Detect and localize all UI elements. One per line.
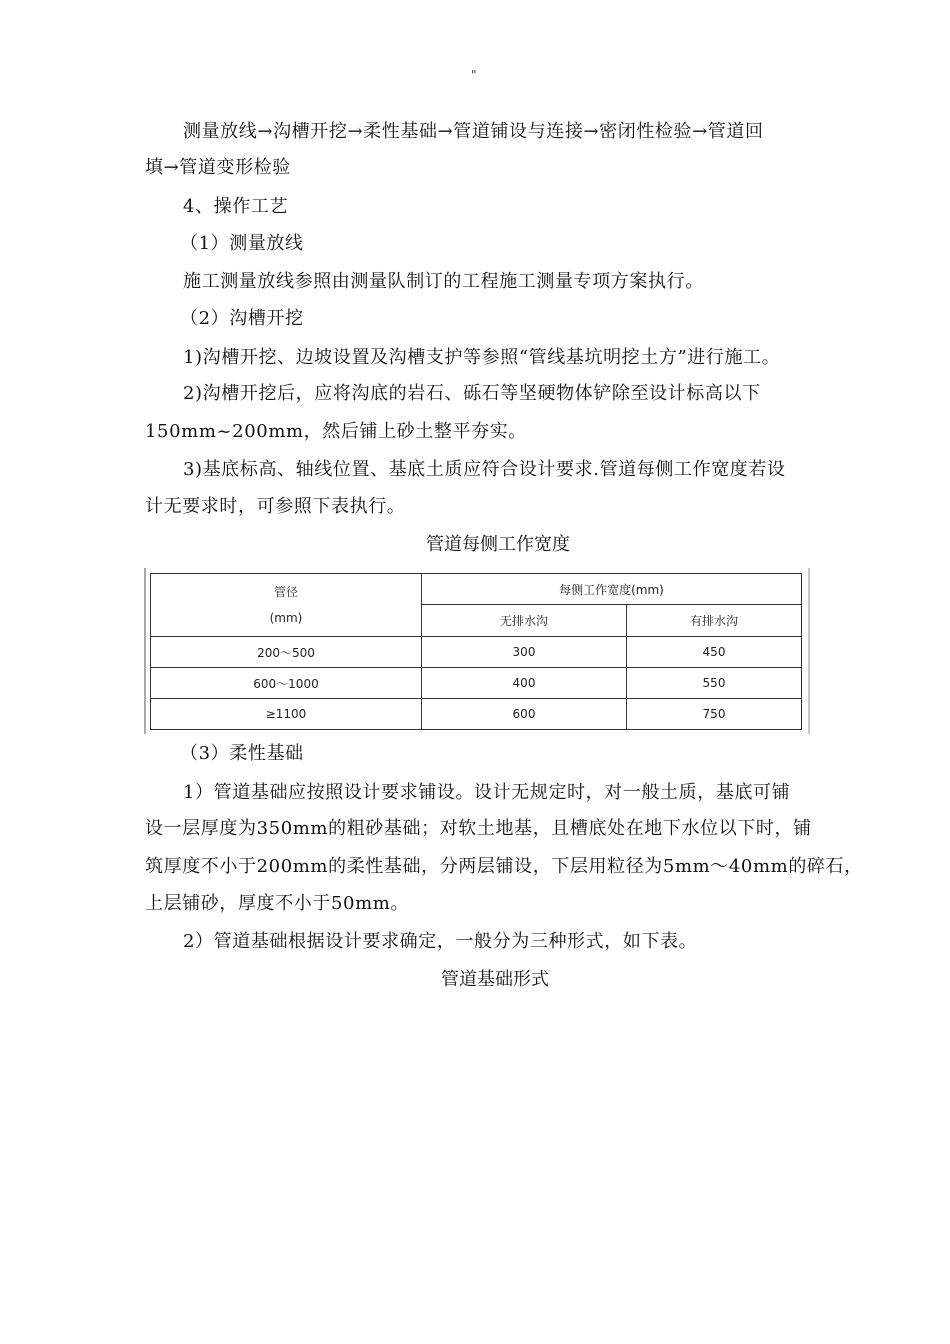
table-row (151, 637, 802, 668)
paragraph-foundation-1-line-1: 1）管道基础应按照设计要求铺设。设计无规定时，对一般土质，基底可铺 (183, 782, 791, 803)
header-with-drain-ditch: 有排水沟 (627, 605, 802, 637)
header-work-width: 每侧工作宽度(mm) (422, 574, 802, 605)
paragraph-trench-2-line-2: 150mm~200mm，然后铺上砂土整平夯实。 (145, 421, 527, 442)
page-mark: " (471, 68, 477, 82)
paragraph-foundation-1-line-3: 筑厚度不小于200mm的柔性基础，分两层铺设，下层用粒径为5mm～40mm的碎石， (145, 856, 863, 877)
subheading-trench: （2）沟槽开挖 (180, 308, 304, 329)
cell-no-drain-width: 400 (422, 668, 627, 699)
section-heading-operation: 4、操作工艺 (183, 196, 289, 217)
subheading-flexible-foundation: （3）柔性基础 (180, 743, 304, 764)
work-width-table-frame (144, 568, 810, 734)
paragraph-foundation-1-line-4: 上层铺砂，厚度不小于50mm。 (145, 893, 410, 914)
cell-pipe-diameter: 600～1000 (151, 668, 422, 699)
paragraph-trench-2-line-1: 2)沟槽开挖后，应将沟底的岩石、砾石等坚硬物体铲除至设计标高以下 (183, 383, 761, 404)
work-width-table (150, 573, 802, 730)
header-pipe-diameter (151, 574, 422, 637)
table-caption-work-width: 管道每侧工作宽度 (426, 534, 570, 555)
paragraph-trench-1: 1)沟槽开挖、边坡设置及沟槽支护等参照“管线基坑明挖土方”进行施工。 (183, 347, 781, 368)
paragraph-survey: 施工测量放线参照由测量队制订的工程施工测量专项方案执行。 (183, 271, 704, 292)
cell-with-drain-width: 550 (627, 668, 802, 699)
process-flow-line-1: 测量放线→沟槽开挖→柔性基础→管道铺设与连接→密闭性检验→管道回 (183, 121, 764, 142)
process-flow-line-2: 填→管道变形检验 (145, 157, 291, 178)
paragraph-foundation-2: 2）管道基础根据设计要求确定，一般分为三种形式，如下表。 (183, 931, 698, 952)
table-caption-foundation-types: 管道基础形式 (441, 969, 549, 990)
paragraph-foundation-1-line-2: 设一层厚度为350mm的粗砂基础；对软土地基，且槽底处在地下水位以下时，铺 (145, 818, 812, 839)
cell-pipe-diameter: 200～500 (151, 637, 422, 668)
header-pipe-label: 管径 (273, 585, 298, 599)
paragraph-trench-3-line-1: 3)基底标高、轴线位置、基底土质应符合设计要求.管道每侧工作宽度若设 (183, 459, 786, 480)
cell-with-drain-width: 750 (627, 699, 802, 730)
cell-pipe-diameter: ≥1100 (151, 699, 422, 730)
header-pipe-unit: (mm) (269, 611, 303, 625)
paragraph-trench-3-line-2: 计无要求时，可参照下表执行。 (145, 496, 406, 517)
cell-no-drain-width: 600 (422, 699, 627, 730)
cell-with-drain-width: 450 (627, 637, 802, 668)
table-row (151, 699, 802, 730)
cell-no-drain-width: 300 (422, 637, 627, 668)
header-no-drain-ditch: 无排水沟 (422, 605, 627, 637)
subheading-survey: （1）测量放线 (180, 233, 304, 254)
table-row (151, 668, 802, 699)
table-header-row (151, 574, 802, 605)
